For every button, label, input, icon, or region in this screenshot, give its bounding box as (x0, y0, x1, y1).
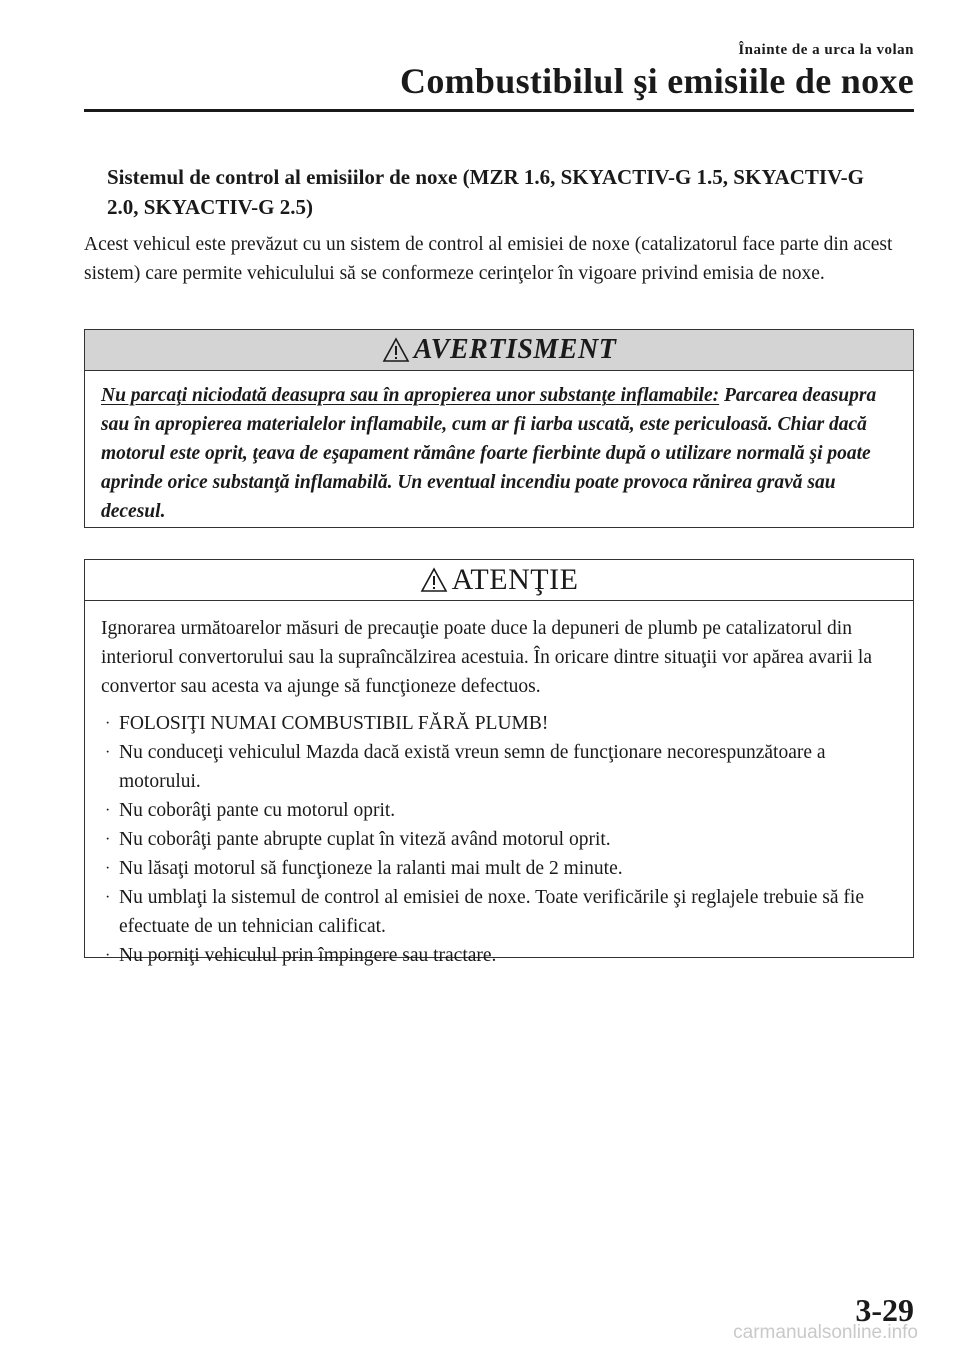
bullet-icon: · (105, 860, 111, 877)
intro-paragraph: Acest vehicul este prevăzut cu un sistem de control al emisiei de noxe (catalizatorul face parte din acest sistem) care permite vehiculului să se conformeze cerinţelor în vigoare privind emisia de noxe. (84, 234, 893, 284)
warning-triangle-icon (382, 337, 410, 363)
warning-text: Parcarea deasupra sau în apropierea materialelor inflamabile, cum ar fi iarba uscată, este periculoasă. Chiar dacă motorul este oprit, ţeava de eşapament rămâne foarte fierbinte după o utilizare normală şi poate aprinde orice substanţă inflamabilă. Un eventual incendiu poate provoca rănirea gravă sau decesul. (101, 385, 877, 522)
list-item: · Nu lăsaţi motorul să funcţioneze la ralanti mai mult de 2 minute. (101, 854, 897, 883)
watermark[interactable]: carmanualsonline.info (733, 1322, 918, 1343)
bullet-icon: · (105, 744, 111, 761)
caution-title: ATENŢIE (451, 563, 579, 596)
warning-body (85, 371, 913, 526)
page-number: 3-29 (855, 1292, 914, 1328)
bullet-icon: · (105, 715, 111, 732)
header-divider (84, 109, 914, 112)
warning-lead: Nu parcaţi niciodată deasupra sau în apropierea unor substanţe inflamabile: (101, 385, 720, 406)
bullet-icon: · (105, 802, 111, 819)
list-item: · Nu coborâţi pante cu motorul oprit. (101, 796, 897, 825)
caution-text: Ignorarea următoarelor măsuri de precauţie poate duce la depuneri de plumb pe catalizatorul din interiorul convertorului sau la supraîncălzirea acestuia. În oricare dintre situaţii vor apărea avarii la convertor sau acesta va ajunge să funcţioneze defectuos. (101, 618, 872, 697)
section-heading: Sistemul de control al emisiilor de noxe (MZR 1.6, SKYACTIV-G 1.5, SKYACTIV-G 2.0, SKYACTIV-G 2.5) (107, 165, 865, 219)
list-item: · Nu conduceţi vehiculul Mazda dacă există vreun semn de funcţionare necorespunzătoare a motorului. (101, 738, 897, 796)
bullet-icon: · (105, 889, 111, 906)
caution-box (84, 559, 914, 966)
list-item: · Nu coborâţi pante abrupte cuplat în viteză având motorul oprit. (101, 825, 897, 854)
list-item: · Nu porniţi vehiculul prin împingere sau tractare. (101, 941, 897, 970)
warning-header (85, 330, 913, 371)
chapter-title: Combustibilul şi emisiile de noxe (400, 61, 914, 101)
bullet-icon: · (105, 831, 111, 848)
list-item: · Nu umblaţi la sistemul de control al emisiei de noxe. Toate verificările şi reglajele trebuie să fie efectuate de un tehnician calificat. (101, 883, 897, 941)
chapter-subtitle: Înainte de a urca la volan (738, 42, 914, 58)
caution-body (85, 601, 913, 970)
caution-header (85, 560, 913, 601)
warning-title: AVERTISMENT (413, 334, 617, 365)
bullet-icon: · (105, 947, 111, 964)
caution-list (101, 709, 897, 970)
warning-box (84, 329, 914, 528)
list-item: · FOLOSIŢI NUMAI COMBUSTIBIL FĂRĂ PLUMB! (101, 709, 897, 738)
warning-triangle-icon (420, 567, 448, 593)
